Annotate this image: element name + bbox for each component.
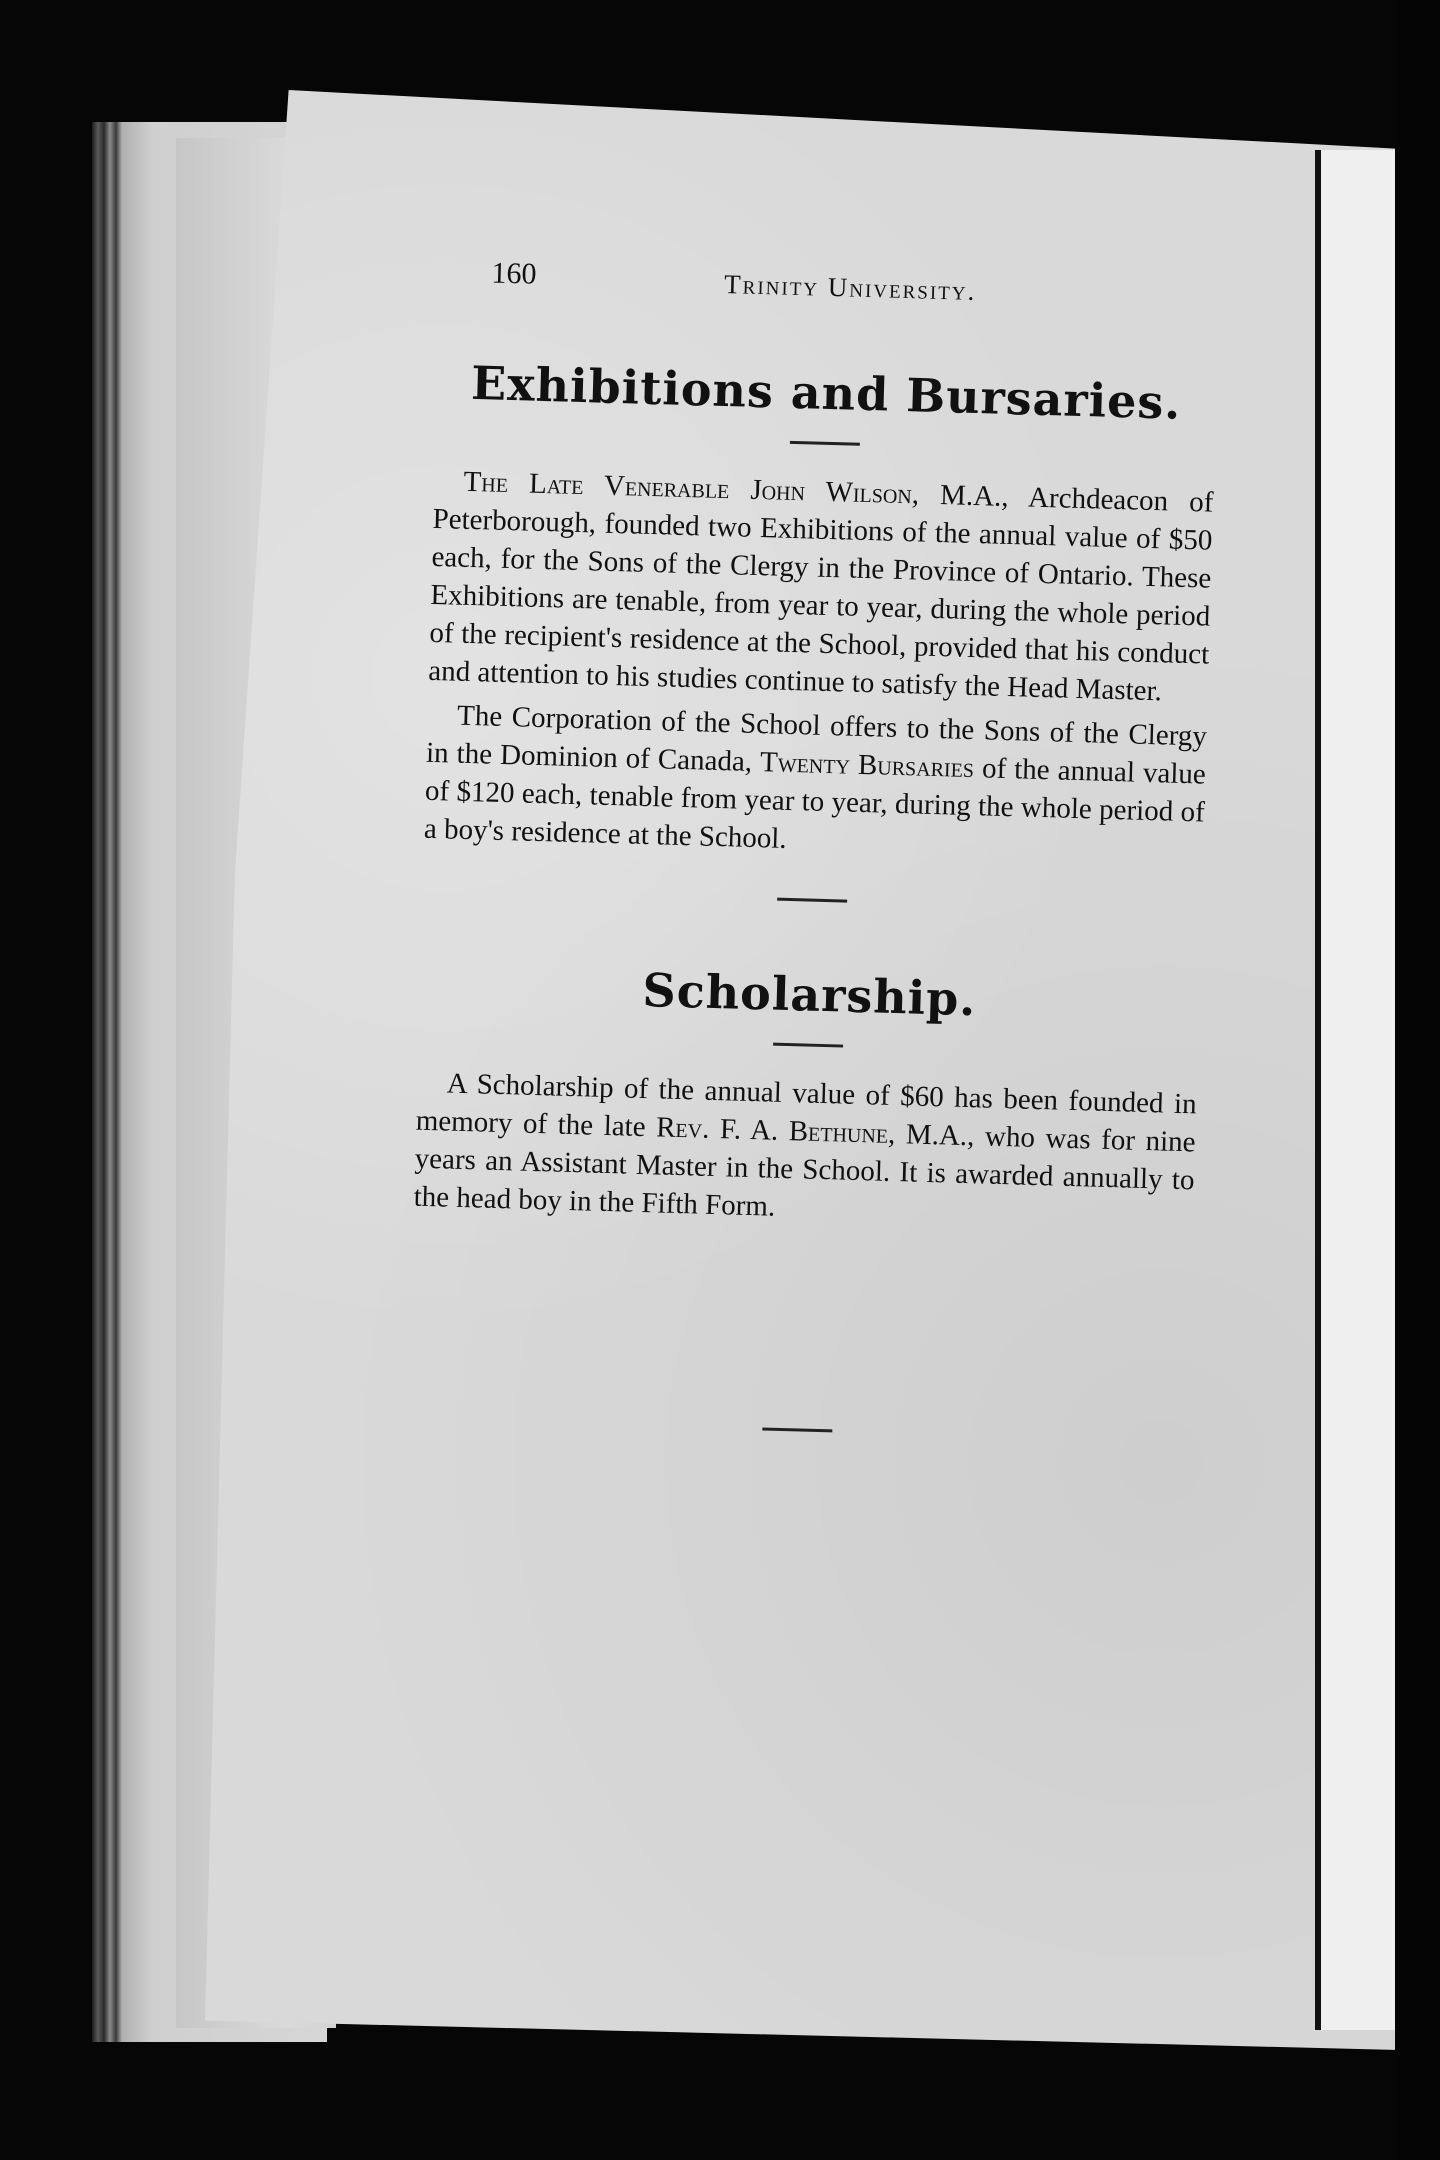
bethune-name: Rev. F. A. Bethune,: [655, 1111, 896, 1151]
paragraph-scholarship-text-b: M.A., who was for nine years an Assistant Master in the School. It is awarded annually to the head boy in the Fifth Form.: [413, 1118, 1196, 1223]
paragraph-corporation-text-a: The Corporation of the School offers to the Sons of the Clergy in the Dominion of Canada,: [425, 699, 1208, 779]
paragraph-scholarship: [413, 1064, 1197, 1238]
twenty-bursaries: Twenty Bursaries: [759, 746, 975, 785]
section-heading-scholarship: Scholarship.: [641, 962, 978, 1027]
section-heading-exhibitions: Exhibitions and Bursaries.: [470, 355, 1183, 430]
paragraph-corporation: [423, 696, 1207, 870]
heading-rule-2: [773, 1043, 843, 1048]
paragraph-corporation-text-b: of the annual value of $120 each, tenable from year to year, during the whole period of a boy's residence at the School.: [423, 752, 1207, 855]
end-rule: [762, 1427, 832, 1432]
section-divider-rule: [777, 898, 847, 903]
paragraph-scholarship-text-a: A Scholarship of the annual value of $60 has been founded in memory of the late: [415, 1067, 1198, 1144]
heading-rule: [790, 441, 860, 446]
right-page-strip: [1315, 150, 1401, 2030]
running-title: Trinity University.: [723, 268, 977, 306]
page-content: [407, 255, 1220, 1470]
paragraph-wilson: [428, 462, 1214, 712]
paragraph-wilson-text: M.A., Archdeacon of Peterborough, founded two Exhibitions of the annual value of $50 each, for the Sons of the Clergy in the Province of Ontario. These Exhibitions are tenable, from year to year, during the whole period of the recipient's residence at the School, provided that his conduct and attention to his studies continue to satisfy the Head Master.: [427, 478, 1214, 708]
scan-border-right: [1395, 0, 1440, 2160]
page-number: 160: [491, 256, 537, 291]
founder-name: The Late Venerable John Wilson,: [463, 465, 920, 511]
